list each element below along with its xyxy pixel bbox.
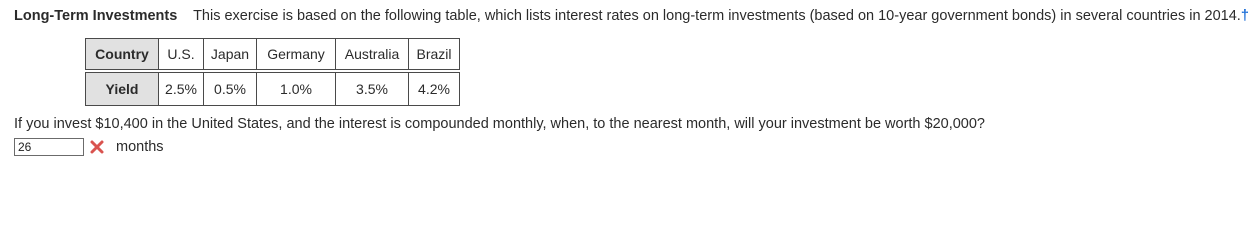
- country-row-header: Country: [86, 39, 159, 70]
- yield-row: [86, 73, 460, 106]
- country-cell: Brazil: [409, 39, 460, 70]
- country-cell: Australia: [336, 39, 409, 70]
- answer-input[interactable]: [14, 138, 84, 156]
- yield-cell: 4.2%: [409, 73, 460, 106]
- yield-row-header: Yield: [86, 73, 159, 106]
- exercise-intro: [14, 8, 1249, 24]
- country-cell: U.S.: [159, 39, 204, 70]
- country-row: [86, 39, 460, 70]
- question-text: If you invest $10,400 in the United States, and the interest is compounded monthly, when, to the nearest month, will your investment be worth $20,000?: [14, 116, 985, 132]
- answer-row: [14, 137, 164, 157]
- country-cell: Japan: [204, 39, 257, 70]
- country-cell: Germany: [257, 39, 336, 70]
- yield-cell: 1.0%: [257, 73, 336, 106]
- yield-cell: 2.5%: [159, 73, 204, 106]
- answer-unit: months: [116, 139, 164, 155]
- exercise-heading: Long-Term Investments: [14, 8, 178, 24]
- footnote-marker[interactable]: †: [1240, 8, 1249, 24]
- exercise-description: This exercise is based on the following table, which lists interest rates on long-term investments (based on 10-year government bonds) in several countries in 2014.: [193, 8, 1241, 24]
- interest-rate-table: [85, 38, 460, 106]
- x-mark-icon: [90, 140, 104, 154]
- yield-cell: 0.5%: [204, 73, 257, 106]
- yield-cell: 3.5%: [336, 73, 409, 106]
